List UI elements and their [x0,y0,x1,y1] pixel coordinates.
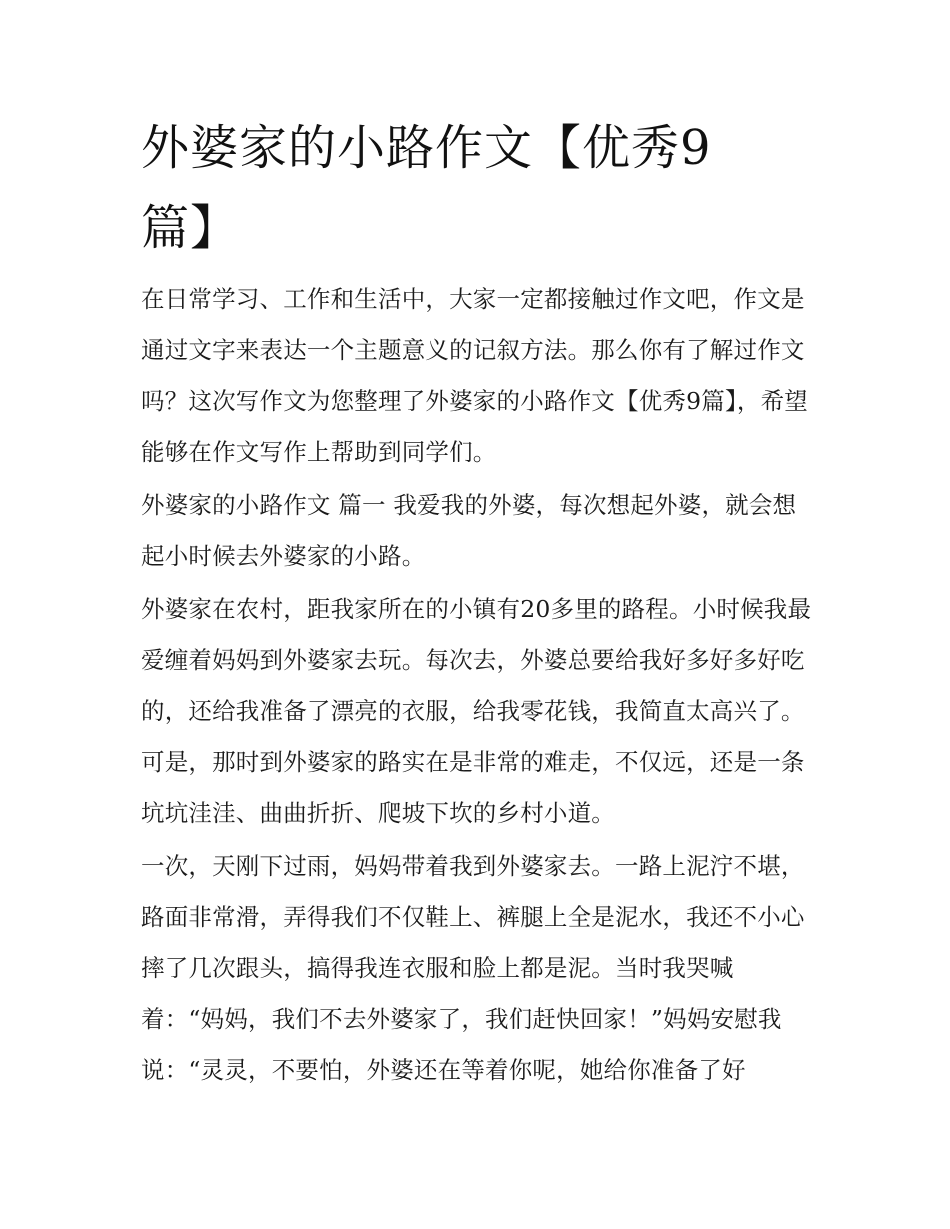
paragraph-essay-one-opening: 外婆家的小路作文 篇一 我爱我的外婆，每次想起外婆，就会想起小时候去外婆家的小路。 [141,491,797,570]
paragraph-village-road: 外婆家在农村，距我家所在的小镇有20多里的路程。小时候我最爱缠着妈妈到外婆家去玩。每次去，外婆总要给我好多好多好吃的，还给我准备了漂亮的衣服，给我零花钱，我简直太高兴了。可是，那时到外婆家的路实在是非常的难走，不仅远，还是一条坑坑洼洼、曲曲折折、爬坡下坎的乡村小道。 [141,595,812,827]
paragraph-rainy-day: 一次，天刚下过雨，妈妈带着我到外婆家去。一路上泥泞不堪，路面非常滑，弄得我们不仅鞋上、裤腿上全是泥水，我还不小心摔了几次跟头，搞得我连衣服和脸上都是泥。当时我哭喊着：“妈妈，我们不去外婆家了，我们赶快回家！”妈妈安慰我说：“灵灵，不要怕，外婆还在等着你呢，她给你准备了好 [141,852,805,1084]
paragraph-intro: 在日常学习、工作和生活中，大家一定都接触过作文吧，作文是通过文字来表达一个主题意义的记叙方法。那么你有了解过作文吗？这次写作文为您整理了外婆家的小路作文【优秀9篇】，希望能够在作文写作上帮助到同学们。 [141,285,809,466]
document-title: 外婆家的小路作文【优秀9篇】 [141,120,712,256]
document-body [141,274,813,1098]
